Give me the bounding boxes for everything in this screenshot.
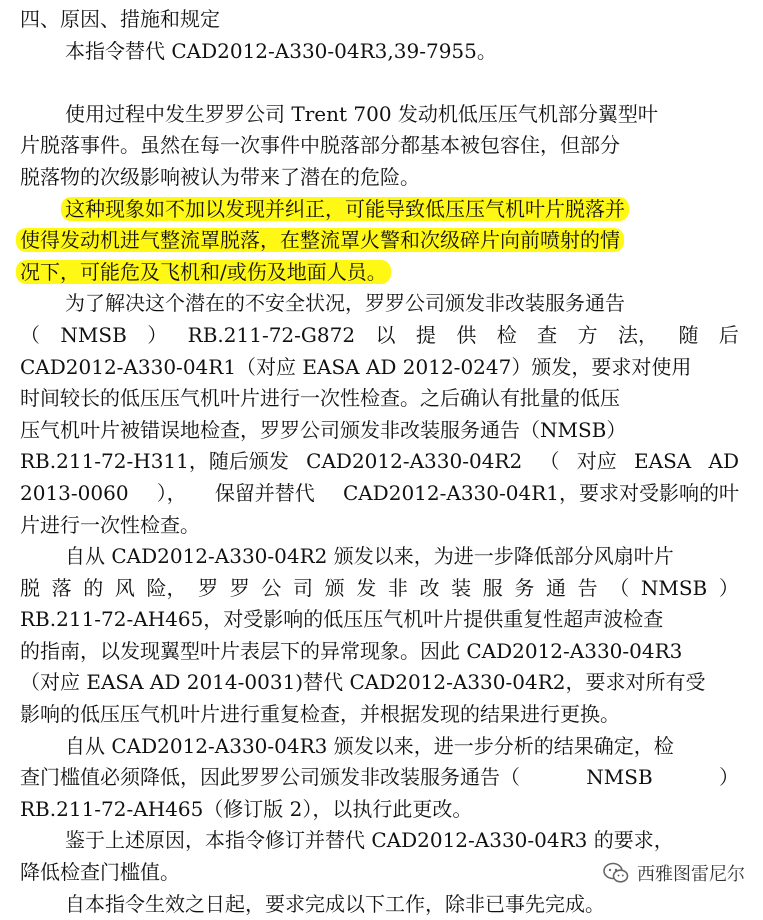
text-line: 为了解决这个潜在的不安全状况，罗罗公司颁发非改装服务通告 <box>65 291 625 316</box>
highlight: 使得发动机进气整流罩脱落，在整流罩火警和次级碎片向前喷射的情 <box>16 228 624 252</box>
text-line: RB.211-72-AH465（修订版 2），以执行此更改。 <box>20 796 473 821</box>
intro-line: 本指令替代 CAD2012-A330-04R3,39-7955。 <box>65 38 497 63</box>
watermark-text: 西雅图雷尼尔 <box>637 864 745 885</box>
paragraph-1 <box>20 99 739 194</box>
text-line: CAD2012-A330-04R1（对应 EASA AD 2012-0247）颁发，要求对使用 <box>20 354 692 379</box>
text-line: 片脱落事件。虽然在每一次事件中脱落部分都基本被包容住，但部分 <box>20 133 620 158</box>
text-line: 自从 CAD2012-A330-04R3 颁发以来，进一步分析的结果确定，检 <box>65 733 674 758</box>
highlighted-paragraph <box>20 194 739 289</box>
text-line: RB.211-72-AH465，对受影响的低压压气机叶片提供重复性超声波检查 <box>20 607 664 632</box>
text-line <box>20 257 739 289</box>
text-line: 压气机叶片被错误地检查，罗罗公司颁发非改装服务通告（NMSB） <box>20 417 627 442</box>
text-line: 时间较长的低压压气机叶片进行一次性检查。之后确认有批量的低压 <box>20 386 620 411</box>
text-line: 的指南，以发现翼型叶片表层下的异常现象。因此 CAD2012-A330-04R3 <box>20 638 683 663</box>
text-line <box>20 225 739 257</box>
highlight: 况下，可能危及飞机和/或伤及地面人员。 <box>16 260 391 284</box>
paragraph-5 <box>20 731 739 826</box>
paragraph-7: 自本指令生效之日起，要求完成以下工作，除非已事先完成。 <box>65 891 605 916</box>
watermark <box>599 858 749 888</box>
justified-line: 查门槛值必须降低，因此罗罗公司颁发非改装服务通告（ NMSB ） <box>20 765 739 790</box>
blank-line <box>20 67 739 99</box>
justified-line: RB.211-72-H311，随后颁发 CAD2012-A330-04R2 （ 对应 EASA AD <box>20 449 739 474</box>
paragraph-3 <box>20 288 739 541</box>
text-line: 鉴于上述原因，本指令修订并替代 CAD2012-A330-04R3 的要求， <box>65 828 674 853</box>
paragraph-4 <box>20 541 739 731</box>
text-line: 使用过程中发生罗罗公司 Trent 700 发动机低压压气机部分翼型叶 <box>65 101 658 126</box>
justified-line: 脱 落 的 风 险， 罗 罗 公 司 颁 发 非 改 装 服 务 通 告 （ NMSB ） <box>20 575 739 600</box>
highlight: 这种现象如不加以发现并纠正，可能导致低压压气机叶片脱落并 <box>61 197 629 221</box>
justified-line: （ NMSB ） RB.211-72-G872 以 提 供 检 查 方 法， 随 后 <box>20 322 739 347</box>
text-line: 影响的低压压气机叶片进行重复检查，并根据发现的结果进行更换。 <box>20 702 620 727</box>
section-heading: 四、原因、措施和规定 <box>20 7 220 31</box>
text-line: （对应 EASA AD 2014-0031)替代 CAD2012-A330-04R2，要求对所有受 <box>20 670 706 695</box>
text-line: 脱落物的次级影响被认为带来了潜在的危险。 <box>20 164 420 189</box>
justified-line: 2013-0060 ）， 保留并替代 CAD2012-A330-04R1，要求对受影响的叶 <box>20 480 739 505</box>
wechat-icon <box>603 862 629 884</box>
text-line: 自从 CAD2012-A330-04R2 颁发以来，为进一步降低部分风扇叶片 <box>65 544 674 569</box>
text-line: 片进行一次性检查。 <box>20 512 200 537</box>
text-line <box>20 194 739 226</box>
text-line: 降低检查门槛值。 <box>20 860 180 885</box>
